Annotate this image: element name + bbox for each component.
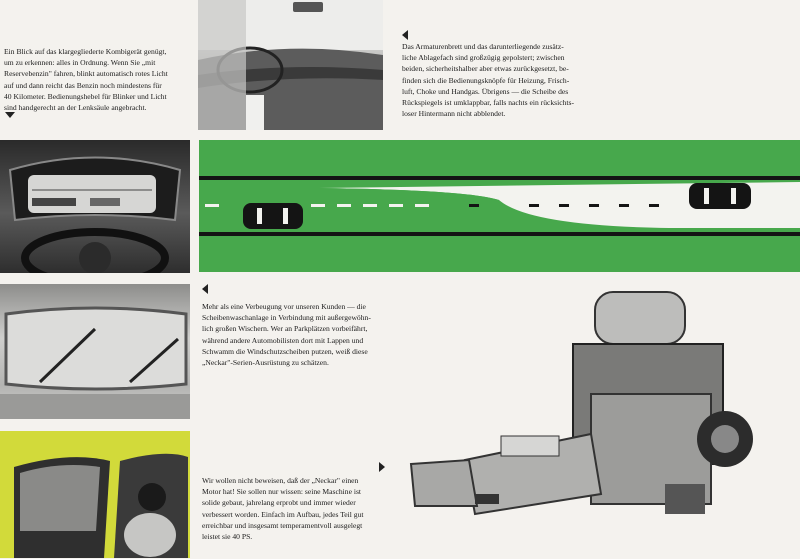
steering-wheel-illustration xyxy=(198,0,383,130)
woman-in-car-photo xyxy=(0,431,190,558)
engine-photo xyxy=(405,284,800,554)
road-graphic xyxy=(199,140,800,272)
arrow-down-marker-icon xyxy=(5,112,15,118)
dashboard-caption: Ein Blick auf das klargegliederte Kombigerät genügt, um zu erkennen: alles in Ordnung. Wenn Sie „mit Reservebenzin" fahren, blinkt automatisch rotes Licht auf und dann reicht das Benzin noch mindestens für 40 Kilometer. Bedienungshebel für Blinker und Licht sind handgerecht an der Lenksäule angebracht. xyxy=(4,47,168,113)
interior-caption: Das Armaturenbrett und das darunterliegende zusätz- liche Ablagefach sind großzügig gepolstert; zwischen beiden, sicherheitshalber aber etwas zurückgesetzt, be- finden sich die Bedienungsknöpfe für Heizung, Frisch- luft, Choke und Handgas. Übrigens — die Scheibe des Rückspiegels ist umklappbar, falls nachts ein rücksichts- loser Hintermann nicht abblendet. xyxy=(402,42,574,119)
windshield-wiper-photo xyxy=(0,284,190,419)
wiper-caption: Mehr als eine Verbeugung vor unseren Kunden — die Scheibenwaschanlage in Verbindung mit außergewöhn- lich großen Wischern. Wer an Parkplätzen vorbeifährt, während andere Automobilisten dort mit Lappen und Schwamm die Windschutzscheiben putzen, weiß diese „Neckar"-Serien-Ausrüstung zu schätzen. xyxy=(202,302,371,368)
car-left-icon xyxy=(243,203,303,229)
arrow-left-marker-icon xyxy=(402,30,408,40)
car-door-illustration xyxy=(0,431,190,558)
engine-caption: Wir wollen nicht beweisen, daß der „Neckar" einen Motor hat! Sie sollen nur wissen: seine Maschine ist solide gebaut, jahrelang erprobt und immer wieder verbessert worden. Einfach im Aufbau, jedes Teil gut erreichbar und insgesamt temperamentvoll ausgelegt leistet sie 40 PS. xyxy=(202,476,364,542)
car-right-icon xyxy=(689,183,751,209)
instrument-cluster-illustration xyxy=(0,140,190,273)
road-illustration xyxy=(199,140,800,272)
windshield-illustration xyxy=(0,284,190,419)
arrow-left-marker-icon xyxy=(202,284,208,294)
instrument-cluster-photo xyxy=(0,140,190,273)
steering-wheel-photo xyxy=(198,0,383,130)
engine-illustration xyxy=(405,284,800,554)
arrow-right-marker-icon xyxy=(379,462,385,472)
